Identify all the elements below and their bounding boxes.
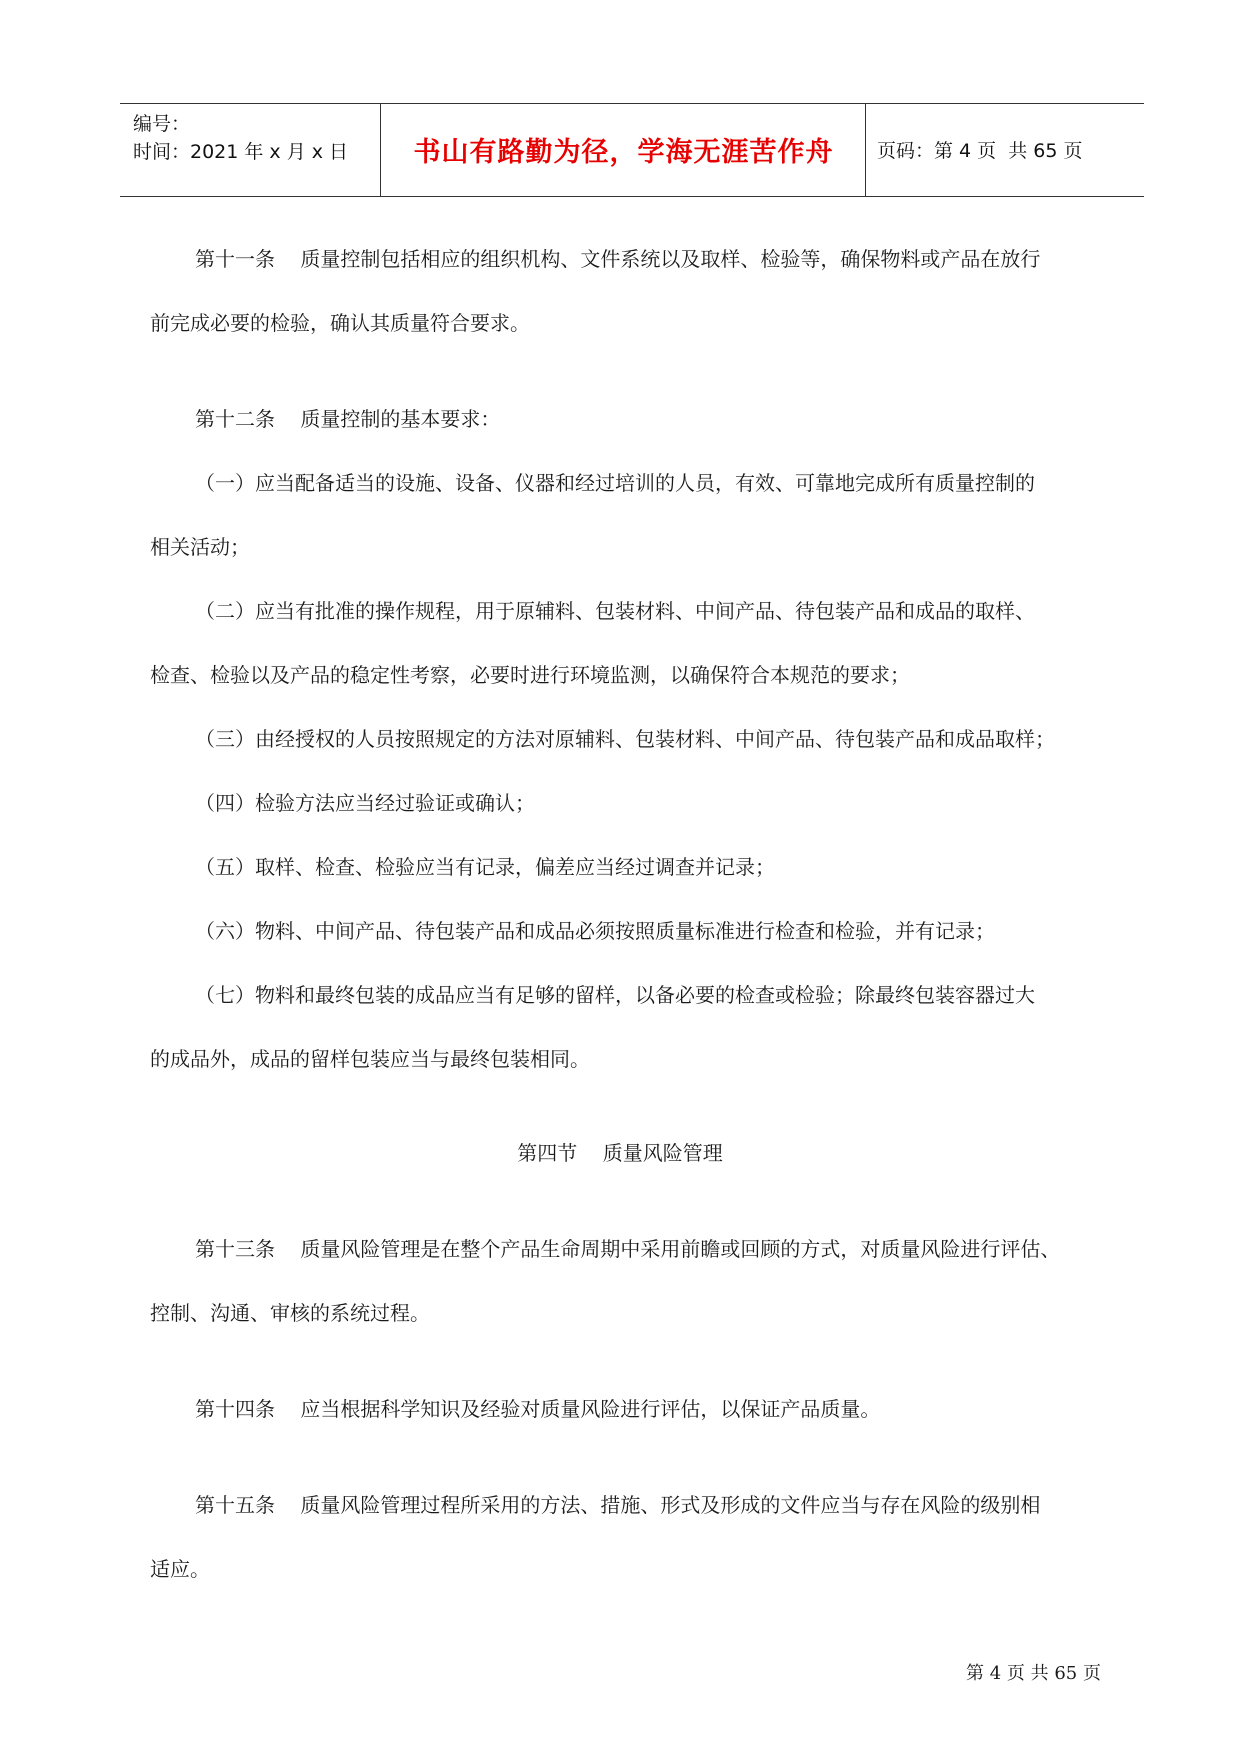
item-3: （三）由经授权的人员按照规定的方法对原辅料、包装材料、中间产品、待包装产品和成品取样； bbox=[195, 727, 1055, 751]
item-6: （六）物料、中间产品、待包装产品和成品必须按照质量标准进行检查和检验，并有记录； bbox=[195, 919, 995, 943]
item-4: （四）检验方法应当经过验证或确认； bbox=[195, 791, 535, 815]
header-time-label: 时间：2021 年 x 月 x 日 bbox=[133, 141, 349, 163]
article-15-line-2: 适应。 bbox=[150, 1557, 210, 1581]
item-2-line-2: 检查、检验以及产品的稳定性考察，必要时进行环境监测，以确保符合本规范的要求； bbox=[150, 663, 910, 687]
header-number-label: 编号： bbox=[133, 113, 191, 135]
header-page-code: 页码：第 4 页 共 65 页 bbox=[877, 140, 1083, 162]
article-13-line-1: 第十三条 质量风险管理是在整个产品生命周期中采用前瞻或回顾的方式，对质量风险进行评估、 bbox=[195, 1237, 1061, 1261]
item-1-line-2: 相关活动； bbox=[150, 535, 250, 559]
header-divider-right bbox=[865, 104, 866, 196]
header-motto: 书山有路勤为径，学海无涯苦作舟 bbox=[413, 137, 834, 168]
item-1-line-1: （一）应当配备适当的设施、设备、仪器和经过培训的人员，有效、可靠地完成所有质量控制的 bbox=[195, 471, 1035, 495]
page-footer: 第 4 页 共 65 页 bbox=[966, 1663, 1101, 1684]
article-14: 第十四条 应当根据科学知识及经验对质量风险进行评估，以保证产品质量。 bbox=[195, 1397, 881, 1421]
header-divider-left bbox=[380, 104, 381, 196]
article-11-line-1: 第十一条 质量控制包括相应的组织机构、文件系统以及取样、检验等，确保物料或产品在放行 bbox=[195, 247, 1041, 271]
item-7-line-1: （七）物料和最终包装的成品应当有足够的留样，以备必要的检查或检验；除最终包装容器过大 bbox=[195, 983, 1035, 1007]
article-12-heading: 第十二条 质量控制的基本要求： bbox=[195, 407, 501, 431]
header-meta bbox=[133, 110, 348, 166]
page-header bbox=[120, 103, 1144, 197]
item-2-line-1: （二）应当有批准的操作规程，用于原辅料、包装材料、中间产品、待包装产品和成品的取样、 bbox=[195, 599, 1035, 623]
article-11-line-2: 前完成必要的检验，确认其质量符合要求。 bbox=[150, 311, 530, 335]
article-13-line-2: 控制、沟通、审核的系统过程。 bbox=[150, 1301, 430, 1325]
item-7-line-2: 的成品外，成品的留样包装应当与最终包装相同。 bbox=[150, 1047, 590, 1071]
section-4-title: 第四节 质量风险管理 bbox=[517, 1141, 723, 1165]
item-5: （五）取样、检查、检验应当有记录，偏差应当经过调查并记录； bbox=[195, 855, 775, 879]
article-15-line-1: 第十五条 质量风险管理过程所采用的方法、措施、形式及形成的文件应当与存在风险的级别相 bbox=[195, 1493, 1041, 1517]
